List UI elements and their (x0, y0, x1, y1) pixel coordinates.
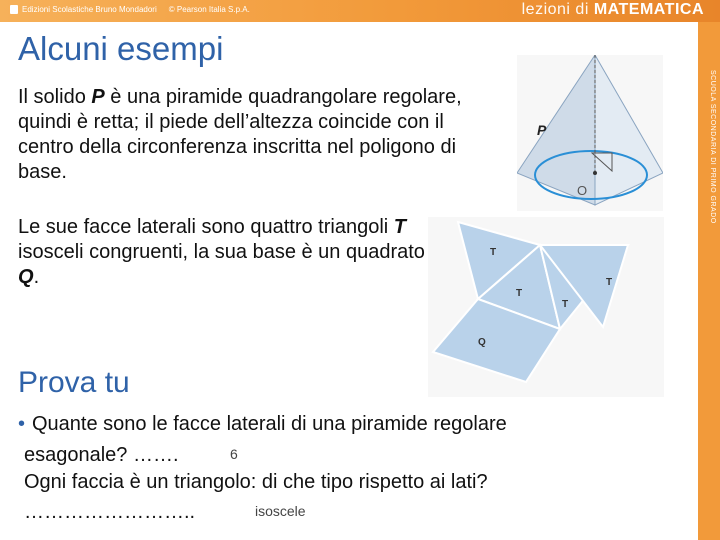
answer-1: 6 (230, 446, 238, 462)
question-2-line-2: …………………….. (24, 501, 196, 523)
net-drawing (428, 217, 664, 397)
publisher-name: Edizioni Scolastiche Bruno Mondadori (22, 5, 157, 14)
publisher-line (10, 5, 250, 14)
net-label-t4: T (606, 277, 613, 288)
paragraph-pyramid (18, 85, 498, 185)
paragraph-faces (18, 215, 428, 290)
answer-2: isoscele (255, 503, 306, 519)
question-2-line-1: Ogni faccia è un triangolo: di che tipo rispetto ai lati? (24, 471, 488, 493)
brand-bold: MATEMATICA (593, 1, 704, 18)
p2-text-1: Le sue facce laterali sono quattro triangoli (18, 216, 394, 238)
p2-triangle-label: T (393, 216, 406, 238)
bullet-icon: • (18, 413, 26, 435)
side-bar (698, 22, 720, 540)
net-label-q: Q (478, 337, 486, 348)
copyright-text: © Pearson Italia S.p.A. (168, 5, 250, 14)
pyramid-label-o: O (577, 183, 588, 198)
pyramid-figure (517, 55, 663, 211)
brand-light: lezioni di (521, 1, 589, 18)
page-title: Alcuni esempi (18, 30, 224, 67)
net-label-t2: T (516, 288, 523, 299)
section-title-prova: Prova tu (18, 366, 130, 399)
p1-solid-label: P (91, 86, 105, 108)
brand-title (522, 1, 704, 19)
pyramid-drawing (517, 55, 663, 211)
p2-square-label: Q (18, 266, 34, 288)
p2-text-2: isosceli congruenti, la sua base è un quadrato (18, 241, 425, 263)
question-1-line-1: Quante sono le facce laterali di una piramide regolare (32, 413, 507, 435)
publisher-logo-icon (10, 5, 18, 14)
net-label-t1: T (490, 247, 497, 258)
pyramid-net-figure (428, 217, 664, 397)
question-1-line-2: esagonale? ……. (24, 444, 179, 466)
sidebar-label: SCUOLA SECONDARIA DI PRIMO GRADO (709, 70, 716, 224)
net-label-t3: T (562, 299, 569, 310)
top-bar (0, 0, 720, 22)
p1-text-1: Il solido (18, 86, 92, 108)
p2-text-3: . (33, 266, 40, 288)
pyramid-label-p: P (537, 122, 547, 138)
p1-text-2: è una piramide quadrangolare regolare, quindi è retta; il piede dell’altezza coincide con il centro della circonferenza inscritta nel poligono di base. (18, 86, 462, 183)
